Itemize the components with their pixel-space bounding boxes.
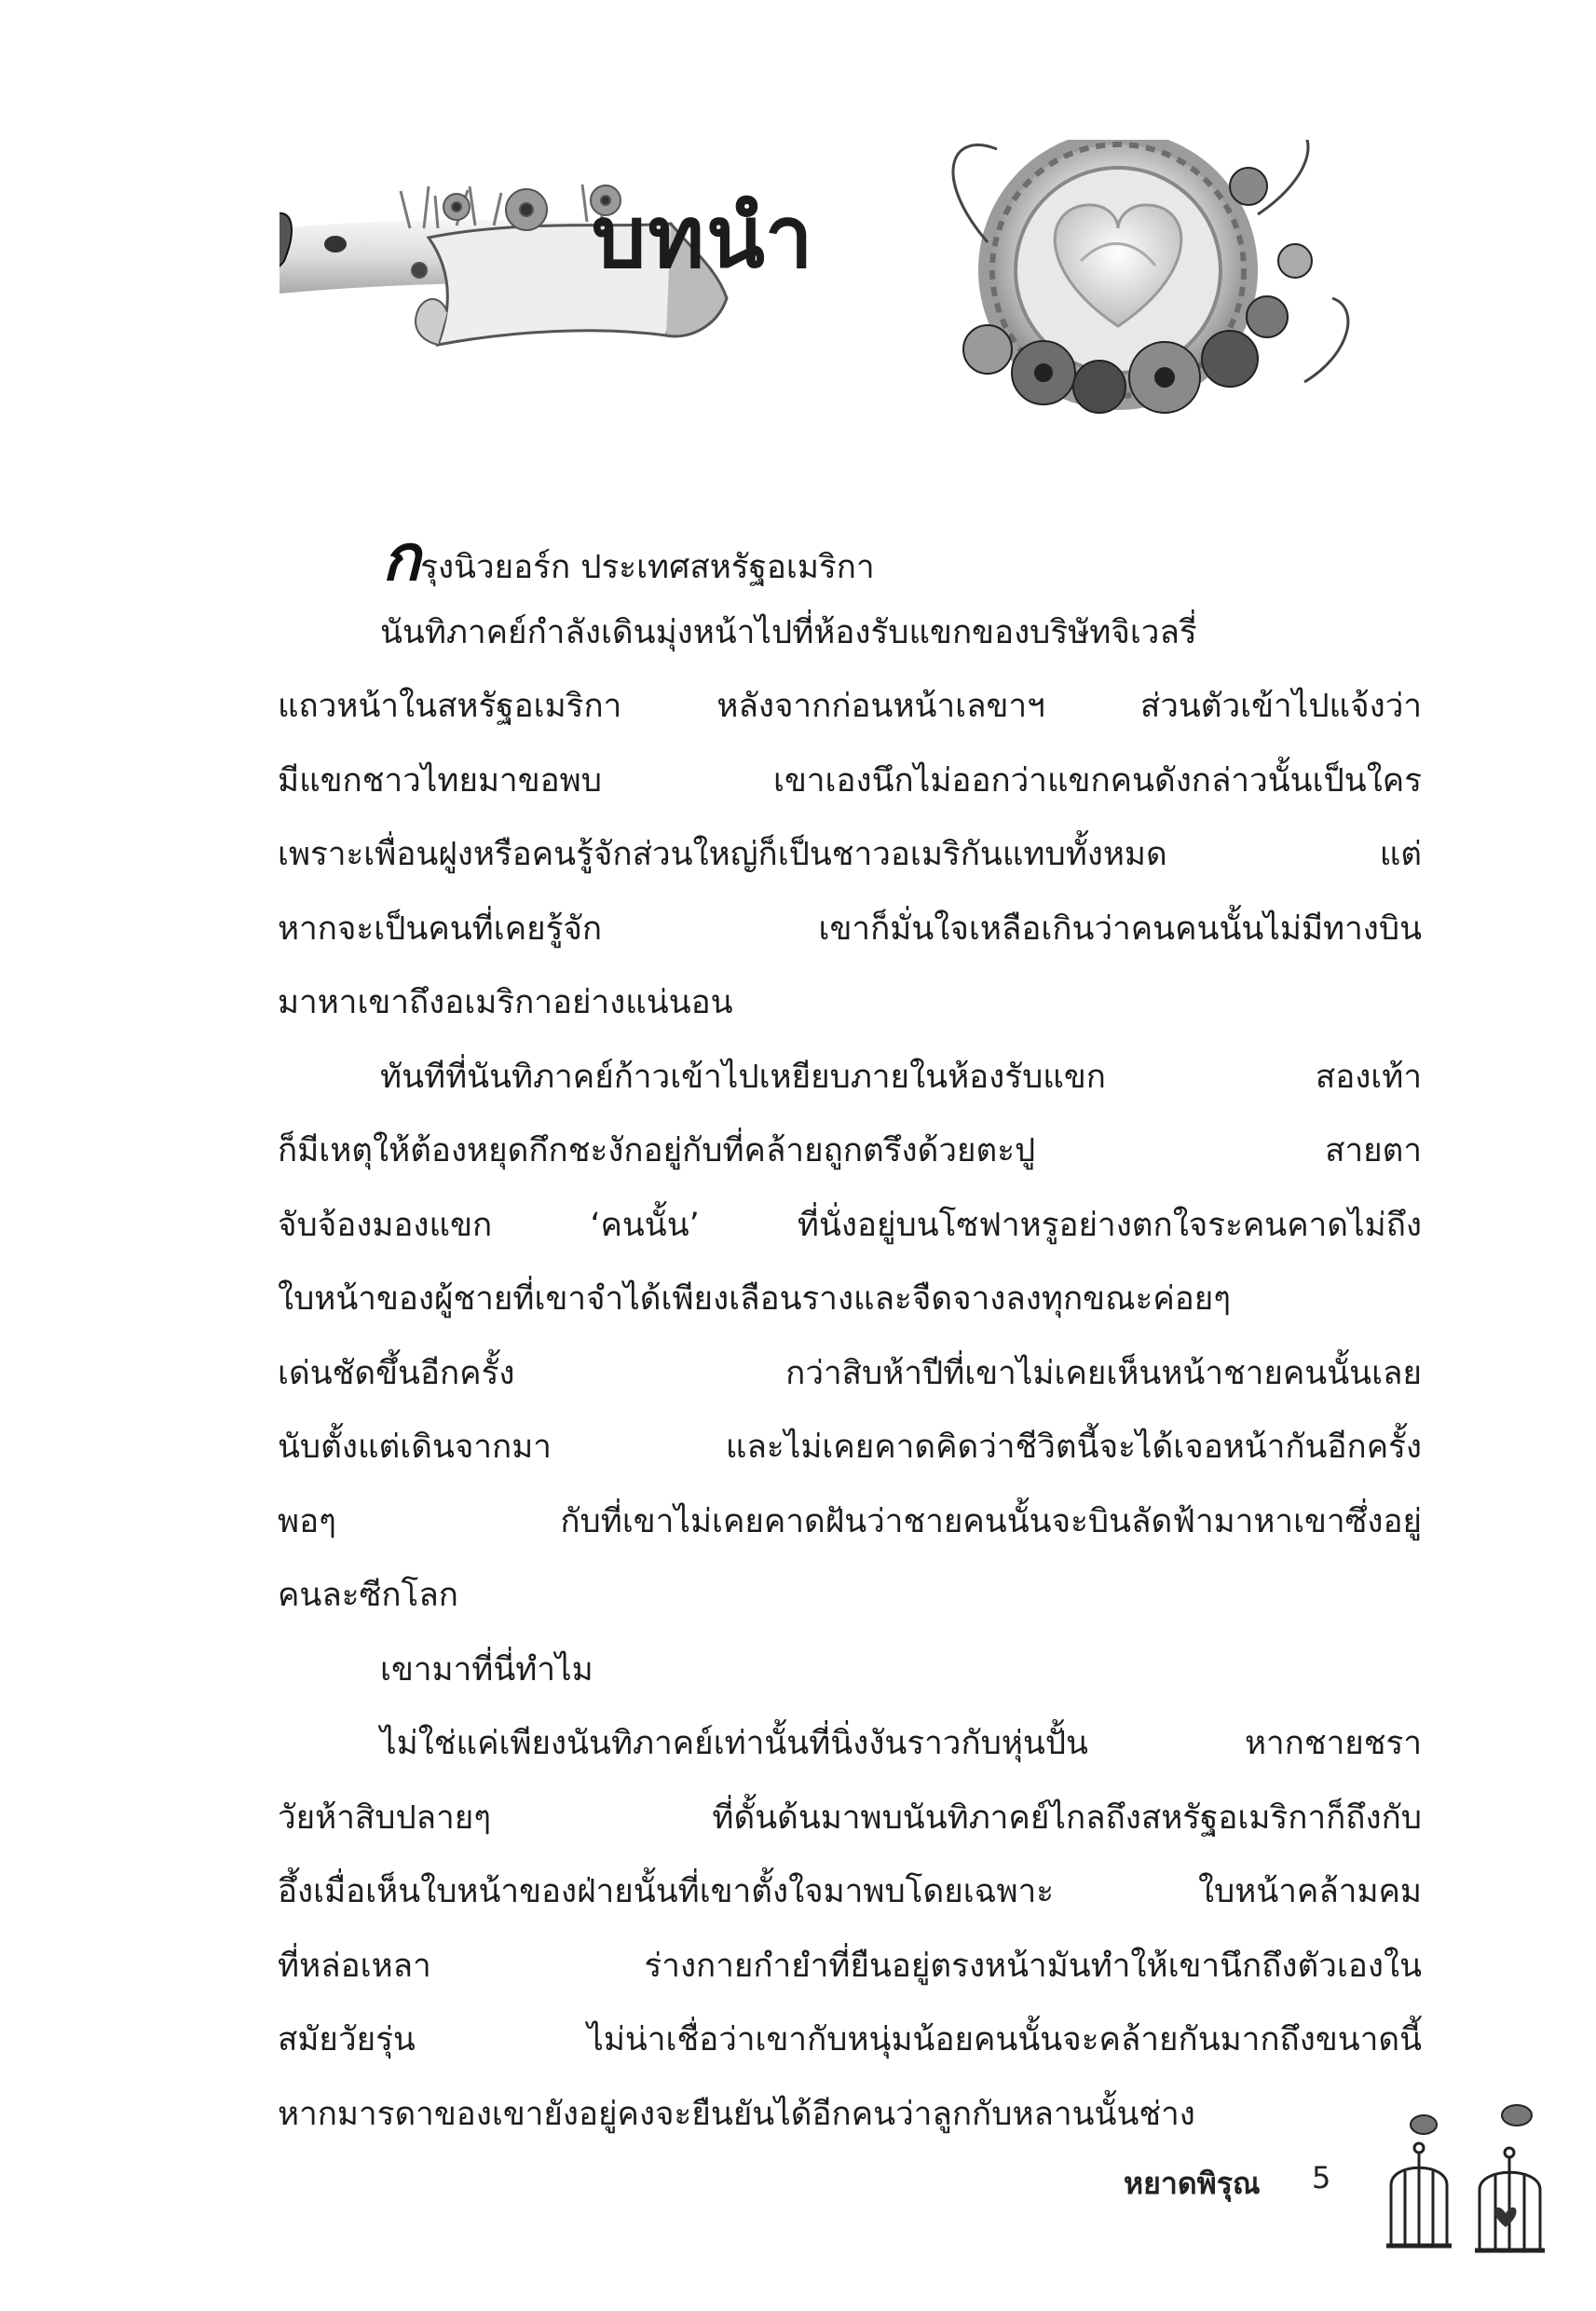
- paragraph-line: นับตั้งแต่เดินจากมา และไม่เคยคาดคิดว่าชีวิตนี้จะได้เจอหน้ากันอีกครั้ง: [278, 1429, 1422, 1466]
- paragraph-line: ทันทีที่นันทิภาคย์ก้าวเข้าไปเหยียบภายในห้องรับแขก สองเท้า: [380, 1058, 1422, 1096]
- paragraph-line: [278, 522, 1422, 596]
- paragraph-line: ไม่ใช่แค่เพียงนันทิภาคย์เท่านั้นที่นิ่งงันราวกับหุ่นปั้น หากชายชรา: [380, 1725, 1422, 1762]
- paragraph-line: อึ้งเมื่อเห็นใบหน้าของฝ่ายนั้นที่เขาตั้งใจมาพบโดยเฉพาะ ใบหน้าคล้ามคม: [278, 1873, 1422, 1910]
- paragraph-line: นันทิภาคย์กำลังเดินมุ่งหน้าไปที่ห้องรับแขกของบริษัทจิเวลรี่: [380, 613, 1197, 651]
- chapter-title: บทนำ: [592, 187, 815, 287]
- page-number: 5: [1312, 2160, 1331, 2195]
- paragraph-line: เขามาที่นี่ทำไม: [380, 1650, 593, 1689]
- paragraph-line: ก็มีเหตุให้ต้องหยุดกึกชะงักอยู่กับที่คล้ายถูกตรึงด้วยตะปู สายตา: [278, 1132, 1422, 1169]
- paragraph-line: พอๆ กับที่เขาไม่เคยคาดฝันว่าชายคนนั้นจะบินลัดฟ้ามาหาเขาซึ่งอยู่: [278, 1502, 1422, 1540]
- first-line-text: รุงนิวยอร์ก ประเทศสหรัฐอเมริกา: [420, 549, 875, 586]
- paragraph-line: วัยห้าสิบปลายๆ ที่ดั้นด้นมาพบนันทิภาคย์ไกลถึงสหรัฐอเมริกาก็ถึงกับ: [278, 1798, 1422, 1837]
- paragraph-line: ใบหน้าของผู้ชายที่เขาจำได้เพียงเลือนรางและจืดจางลงทุกขณะค่อยๆ: [278, 1280, 1232, 1318]
- running-footer-book-title: หยาดพิรุณ: [1124, 2166, 1261, 2201]
- birdcage-icon: [1377, 2097, 1554, 2255]
- paragraph-line: ที่หล่อเหลา ร่างกายกำยำที่ยืนอยู่ตรงหน้ามันทำให้เขานึกถึงตัวเองใน: [278, 1947, 1422, 1985]
- paragraph-line: คนละซีกโลก: [278, 1577, 458, 1614]
- chapter-banner-ornament: [280, 140, 1416, 513]
- paragraph-line: เด่นชัดขึ้นอีกครั้ง กว่าสิบห้าปีที่เขาไม่เคยเห็นหน้าชายคนนั้นเลย: [278, 1354, 1422, 1392]
- paragraph-line: แถวหน้าในสหรัฐอเมริกา หลังจากก่อนหน้าเลขาฯ ส่วนตัวเข้าไปแจ้งว่า: [278, 688, 1422, 725]
- drop-cap: ก: [382, 522, 421, 595]
- paragraph-line: สมัยวัยรุ่น ไม่น่าเชื่อว่าเขากับหนุ่มน้อยคนนั้นจะคล้ายกันมากถึงขนาดนี้: [278, 2021, 1422, 2058]
- paragraph-line: หากมารดาของเขายังอยู่คงจะยืนยันได้อีกคนว่าลูกกับหลานนั้นช่าง: [278, 2095, 1195, 2133]
- paragraph-line: มีแขกชาวไทยมาขอพบ เขาเองนึกไม่ออกว่าแขกคนดังกล่าวนั้นเป็นใคร: [278, 761, 1422, 800]
- paragraph-line: หากจะเป็นคนที่เคยรู้จัก เขาก็มั่นใจเหลือเกินว่าคนคนนั้นไม่มีทางบิน: [278, 909, 1422, 948]
- paragraph-line: จับจ้องมองแขก ‘คนนั้น’ ที่นั่งอยู่บนโซฟาหรูอย่างตกใจระคนคาดไม่ถึง: [278, 1206, 1422, 1244]
- chapter-body: [278, 522, 1422, 2152]
- paragraph-line: เพราะเพื่อนฝูงหรือคนรู้จักส่วนใหญ่ก็เป็นชาวอเมริกันแทบทั้งหมด แต่: [278, 836, 1422, 873]
- paragraph-line: มาหาเขาถึงอเมริกาอย่างแน่นอน: [278, 984, 733, 1021]
